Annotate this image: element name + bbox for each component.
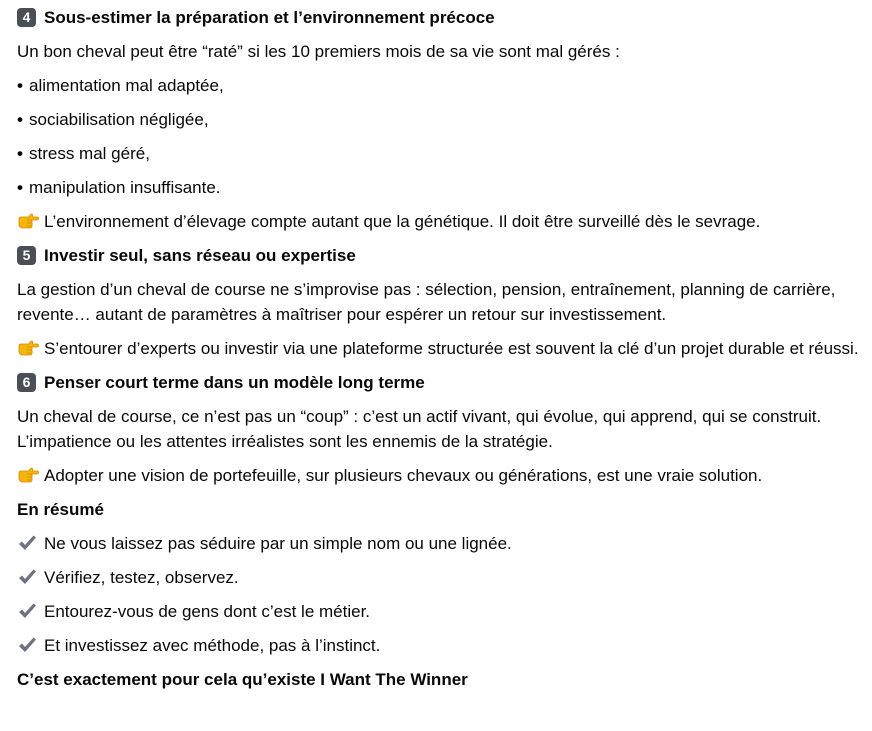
section-4-title: Sous-estimer la préparation et l’environnement précoce xyxy=(44,8,495,27)
keycap-5-icon: 5 xyxy=(17,246,36,265)
backhand-index-pointing-right-icon xyxy=(17,465,39,485)
summary-item: Vérifiez, testez, observez. xyxy=(17,565,865,590)
section-6-title: Penser court terme dans un modèle long terme xyxy=(44,373,425,392)
summary-item: Et investissez avec méthode, pas à l’instinct. xyxy=(17,633,865,658)
section-5-title: Investir seul, sans réseau ou expertise xyxy=(44,246,356,265)
summary-item: Ne vous laissez pas séduire par un simple nom ou une lignée. xyxy=(17,531,865,556)
section-6-heading xyxy=(17,370,865,395)
heavy-check-mark-icon xyxy=(17,567,37,587)
section-4-heading xyxy=(17,5,865,30)
section-5-tip: S’entourer d’experts ou investir via une plateforme structurée est souvent la clé d’un projet durable et réussi. xyxy=(17,336,865,361)
keycap-6-icon: 6 xyxy=(17,373,36,392)
closing-line: C’est exactement pour cela qu’existe I Want The Winner xyxy=(17,670,468,689)
summary-item: Entourez-vous de gens dont c’est le métier. xyxy=(17,599,865,624)
section-6-tip: Adopter une vision de portefeuille, sur plusieurs chevaux ou générations, est une vraie solution. xyxy=(17,463,865,488)
section-4-list-item: • alimentation mal adaptée, xyxy=(17,73,865,98)
backhand-index-pointing-right-icon xyxy=(17,211,39,231)
section-4-list-item: • manipulation insuffisante. xyxy=(17,175,865,200)
section-4-intro: Un bon cheval peut être “raté” si les 10 premiers mois de sa vie sont mal gérés : xyxy=(17,42,620,61)
section-4-tip: L’environnement d’élevage compte autant que la génétique. Il doit être surveillé dès le sevrage. xyxy=(17,209,865,234)
section-6-body: Un cheval de course, ce n’est pas un “coup” : c’est un actif vivant, qui évolue, qui apprend, qui se construit. L’impatience ou les attentes irréalistes sont les ennemis de la stratégie. xyxy=(17,407,822,451)
heavy-check-mark-icon xyxy=(17,533,37,553)
section-5-heading xyxy=(17,243,865,268)
keycap-4-icon: 4 xyxy=(17,8,36,27)
section-5-body: La gestion d’un cheval de course ne s’improvise pas : sélection, pension, entraînement, planning de carrière, revente… autant de paramètres à maîtriser pour espérer un retour sur investissement. xyxy=(17,280,836,324)
backhand-index-pointing-right-icon xyxy=(17,338,39,358)
post-body xyxy=(17,5,865,701)
heavy-check-mark-icon xyxy=(17,635,37,655)
section-4-list-item: • sociabilisation négligée, xyxy=(17,107,865,132)
summary-heading: En résumé xyxy=(17,500,104,519)
heavy-check-mark-icon xyxy=(17,601,37,621)
section-4-list-item: • stress mal géré, xyxy=(17,141,865,166)
